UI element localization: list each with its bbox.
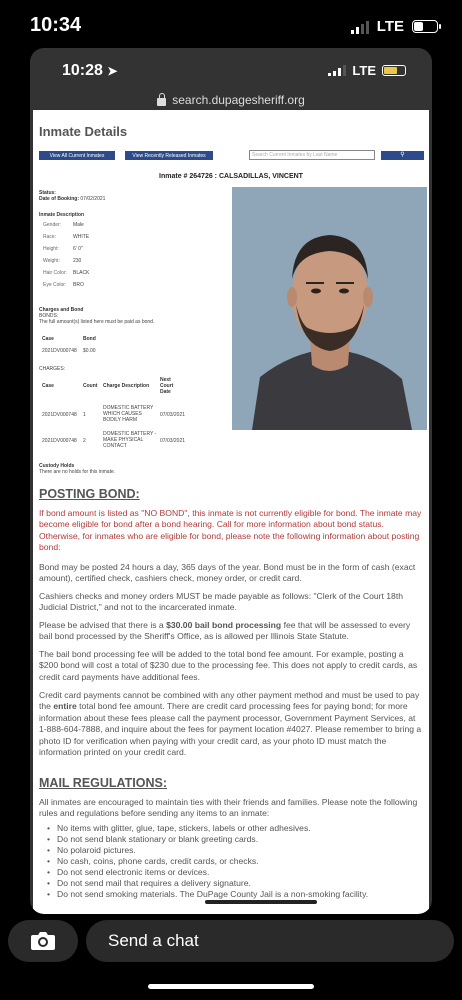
view-released-inmates-button: View Recently Released Inmates	[125, 151, 213, 160]
posting-bond-p5: Credit card payments cannot be combined with any other payment method and must be used to pay the entire total bond fee amount. There are credit card processing fees for paying bond; for more information about these fees please call the payment processor, Government Payment Services, at 1-888-604-7888, and inquire about the fees for payment location #4027. Please remember to bring a photo ID for verification when paying with your credit card, as your photo ID must match the information printed on your credit card.	[39, 690, 422, 758]
inner-status-bar	[30, 48, 432, 86]
charge-court-date: 07/03/2021	[160, 412, 186, 418]
list-item: • Do not send smoking materials. The DuPage County Jail is a non-smoking facility.	[45, 889, 425, 900]
charge-case: 2021DV000748	[42, 438, 77, 444]
view-current-inmates-button: View All Current Inmates	[39, 151, 115, 160]
snap-image	[30, 48, 432, 914]
list-item: • Do not send blank stationary or blank greeting cards.	[45, 834, 425, 845]
mail-rules-list	[45, 823, 425, 900]
charge-count: 1	[83, 412, 86, 418]
mail-intro: All inmates are encouraged to maintain ties with their friends and families. Please note the following rules and regulations before sending any items to an inmate:	[39, 797, 418, 819]
camera-button[interactable]	[8, 920, 78, 962]
camera-icon	[30, 931, 56, 951]
bond-note: The full amount(s) listed here must be paid as bond.	[39, 319, 155, 325]
posting-bond-notice: If bond amount is listed as "NO BOND", this inmate is not currently eligible for bond. The inmate may become eligible for bond after a bond hearing. Call for more information about bond status. Otherwise, for inmates who are eligible for bond, please note the following information about posting bond:	[39, 508, 422, 553]
inner-signal-icon	[328, 65, 346, 76]
chat-input[interactable]: Send a chat	[86, 920, 454, 962]
desc-label: Height:	[43, 246, 59, 252]
charge-description: DOMESTIC BATTERY - MAKE PHYSICAL CONTACT	[103, 431, 157, 449]
charges-col-count: Count	[83, 383, 98, 389]
charges-bond-heading: Charges and Bond	[39, 307, 84, 313]
mugshot-illustration	[232, 187, 427, 430]
posting-bond-p1: Bond may be posted 24 hours a day, 365 days of the year. Bond must be in the form of cash (exact amount), certified check, cashiers check, money order, or credit card.	[39, 562, 416, 584]
bond-col-case: Case	[42, 336, 54, 342]
desc-label: Gender:	[43, 222, 62, 228]
desc-value: BRO	[73, 282, 84, 288]
posting-bond-p2: Cashiers checks and money orders MUST be made payable as follows: "Clerk of the Court 18th Judicial District," and not to the incarcerated inmate.	[39, 591, 404, 613]
list-item: • No cash, coins, phone cards, credit cards, or checks.	[45, 856, 425, 867]
web-page	[33, 110, 429, 914]
inner-home-indicator	[205, 900, 317, 904]
inmate-heading: Inmate # 264726 : CALSADILLAS, VINCENT	[159, 173, 303, 180]
desc-label: Weight:	[43, 258, 60, 264]
mail-regulations-heading: MAIL REGULATIONS:	[39, 776, 168, 790]
bond-case: 2021DV000748	[42, 348, 77, 354]
search-button: ⚲	[381, 151, 424, 160]
search-input: Search Current Inmates by Last Name	[249, 150, 375, 160]
charge-court-date: 07/03/2021	[160, 438, 186, 444]
desc-value: WHITE	[73, 234, 90, 240]
inner-status-time: 10:28 ➤	[62, 62, 118, 79]
network-label: LTE	[376, 18, 404, 35]
charges-col-court-date: Next Court Date	[160, 377, 174, 395]
desc-value: Male	[73, 222, 84, 228]
list-item: • No polaroid pictures.	[45, 845, 425, 856]
description-heading: Inmate Description	[39, 212, 85, 218]
charges-label: CHARGES:	[39, 366, 66, 372]
posting-bond-heading: POSTING BOND:	[39, 487, 140, 501]
home-indicator	[148, 984, 314, 989]
lock-icon	[157, 98, 166, 106]
url-text: search.dupagesheriff.org	[172, 93, 305, 107]
list-item: • Do not send electronic items or devices.	[45, 867, 425, 878]
desc-label: Eye Color:	[43, 282, 67, 288]
desc-label: Hair Color:	[43, 270, 67, 276]
desc-value: 6' 0"	[73, 246, 83, 252]
bonds-label: BONDS:	[39, 313, 59, 319]
bond-col-bond: Bond	[83, 336, 96, 342]
desc-value: BLACK	[73, 270, 90, 276]
page-title: Inmate Details	[39, 124, 128, 139]
charges-col-description: Charge Description	[103, 383, 150, 389]
custody-holds-heading: Custody Holds	[39, 463, 75, 469]
status-indicators	[351, 18, 438, 35]
charge-count: 2	[83, 438, 86, 444]
booking-date: Date of Booking: 07/02/2021	[39, 196, 106, 202]
signal-icon	[351, 20, 369, 34]
inner-status-indicators	[328, 63, 406, 78]
desc-value: 230	[73, 258, 82, 264]
battery-icon	[412, 20, 438, 33]
charges-col-case: Case	[42, 383, 54, 389]
custody-holds-note: There are no holds for this inmate.	[39, 469, 116, 475]
list-item: • Do not send mail that requires a delivery signature.	[45, 878, 425, 889]
bond-amount: $0.00	[83, 348, 96, 354]
charge-description: DOMESTIC BATTERY WHICH CAUSES BODILY HARM	[103, 405, 154, 423]
status-time: 10:34	[30, 14, 82, 36]
list-item: • No items with glitter, glue, tape, stickers, labels or other adhesives.	[45, 823, 425, 834]
posting-bond-p3: Please be advised that there is a $30.00 bail bond processing fee that will be assessed to every bail bond processed by the Sheriff's Office, as is allowed per Illinois State Statute.	[39, 620, 411, 642]
inner-network-label: LTE	[352, 63, 376, 78]
inner-battery-icon	[382, 65, 406, 76]
inmate-photo	[232, 187, 427, 430]
desc-label: Race:	[43, 234, 57, 240]
status-label: Status:	[39, 190, 56, 196]
charge-case: 2021DV000748	[42, 412, 77, 418]
posting-bond-p4: The bail bond processing fee will be added to the total bond fee amount. For example, posting a $200 bond will cost a total of $230 due to the processing fee. This does not apply to credit cards, as credit card payments have additional fees.	[39, 649, 418, 682]
